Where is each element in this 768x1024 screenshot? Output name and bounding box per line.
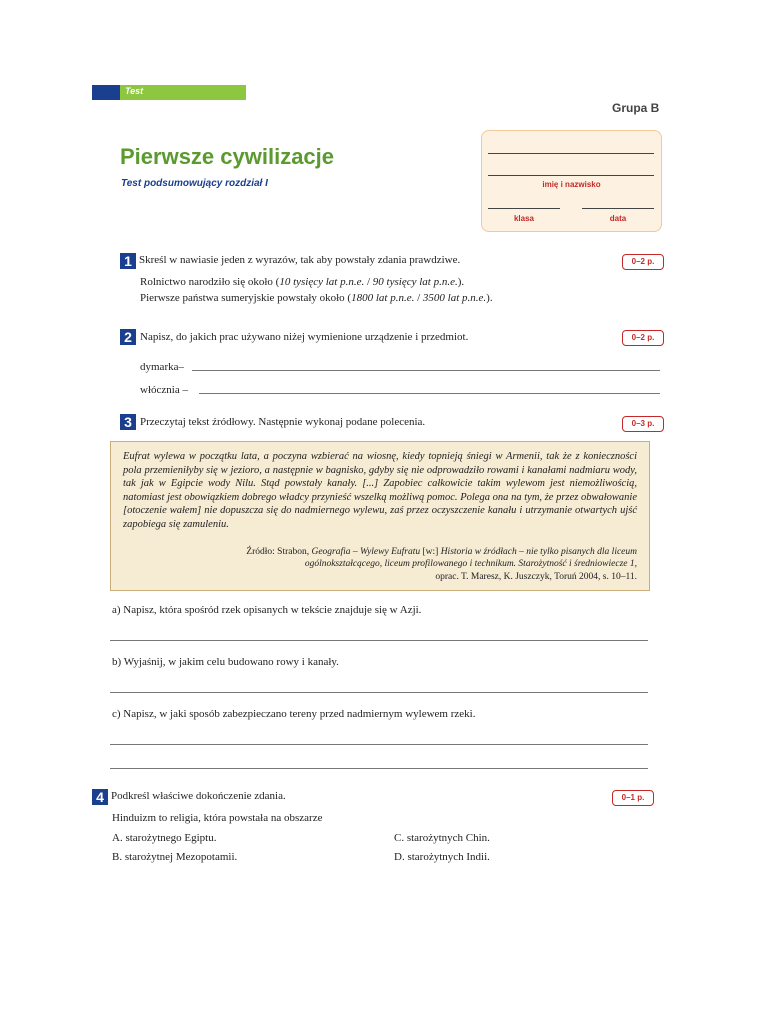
group-label: Grupa B [612,101,660,115]
task-4-option-b[interactable]: B. starożytnej Mezopotamii. [112,851,238,863]
task-1-option-90k[interactable]: 90 tysięcy lat p.n.e. [372,276,458,288]
task-4-option-c[interactable]: C. starożytnych Chin. [394,832,490,844]
source-citation: Źródło: Strabon, Geografia – Wylewy Eufratu [w:] Historia w źródłach – nie tylko pisanych dla liceum ogólnokształcącego, liceum profilowanego i technikum. Starożytność i średniowiecze 1, oprac. T. Maresz, K. Juszczyk, Toruń 2004, s. 10–11. [246,547,637,582]
class-label: klasa [513,214,535,223]
name-label: imię i nazwisko [542,180,601,189]
task-number-1: 1 [120,253,136,269]
name-line-1[interactable] [488,153,654,154]
task-2-item-dymarka: dymarka– [140,361,184,373]
student-info-box [481,130,662,232]
task-3-question-b: b) Wyjaśnij, w jakim celu budowano rowy i kanały. [112,656,339,668]
task-1-option-3500[interactable]: 3500 lat p.n.e. [422,292,487,304]
task-1-option-1800[interactable]: 1800 lat p.n.e. [351,292,415,304]
task-1-sentence-2: Pierwsze państwa sumeryjskie powstały około (1800 lat p.n.e. / 3500 lat p.n.e.). [140,292,493,304]
source-text-box [110,441,650,591]
date-line[interactable] [582,208,654,209]
task-2-instruction: Napisz, do jakich prac używano niżej wymienione urządzenie i przedmiot. [140,331,469,343]
task-1-sentence-1: Rolnictwo narodziło się około (10 tysięcy lat p.n.e. / 90 tysięcy lat p.n.e.). [140,276,465,288]
task-3-question-a: a) Napisz, która spośród rzek opisanych w tekście znajduje się w Azji. [112,604,422,616]
task-3-answer-line-b[interactable] [110,692,648,693]
task-number-2: 2 [120,329,136,345]
date-label: data [609,214,627,223]
task-2-answer-line-1[interactable] [192,370,660,371]
task-3-points: 0–3 p. [622,416,664,432]
task-1-option-10k[interactable]: 10 tysięcy lat p.n.e. [279,276,365,288]
task-1-points: 0–2 p. [622,254,664,270]
task-3-answer-line-a[interactable] [110,640,648,641]
task-2-points: 0–2 p. [622,330,664,346]
page-title: Pierwsze cywilizacje [120,144,335,169]
task-4-instruction: Podkreśl właściwe dokończenie zdania. [111,790,286,802]
test-tag: Test [125,86,144,96]
task-3-instruction: Przeczytaj tekst źródłowy. Następnie wykonaj podane polecenia. [140,416,426,428]
name-line-2[interactable] [488,175,654,176]
task-3-answer-line-c2[interactable] [110,768,648,769]
task-2-item-wlocznia: włócznia – [140,384,188,396]
task-1-instruction: Skreśl w nawiasie jeden z wyrazów, tak aby powstały zdania prawdziwe. [139,254,461,266]
page-subtitle: Test podsumowujący rozdział I [121,178,268,189]
task-4-option-a[interactable]: A. starożytnego Egiptu. [112,832,217,844]
task-3-answer-line-c1[interactable] [110,744,648,745]
task-4-option-d[interactable]: D. starożytnych Indii. [394,851,490,863]
task-2-answer-line-2[interactable] [199,393,660,394]
task-4-stem: Hinduizm to religia, która powstała na obszarze [112,812,323,824]
source-quote: Eufrat wylewa w początku lata, a poczyna wzbierać na wiosnę, kiedy topnieją śniegi w Armenii, tak że z konieczności pola przemieniłyby się w jezioro, a następnie w bagnisko, gdyby się nie odprowadziło rowami i kanałami nadmiaru wody, tak jak w Egipcie wody Nilu. Stąd powstały kanały. [...] Zapobiec całkowicie takim wylewom jest niemożliwością, natomiast jest obowiązkiem dobrego władcy przynieść wszelką możliwą pomoc. Polega ona na tym, że przez obwałowanie [otoczenie wałem] nie dopuszcza się do nadmiernego wylewu, zaś przez oczyszczenie kanału i utrzymanie otwartych ujść zapobiega się zamuleniu. [123,451,637,530]
header-color-bar-blue [92,85,120,100]
task-number-4: 4 [92,789,108,805]
task-4-points: 0–1 p. [612,790,654,806]
class-line[interactable] [488,208,560,209]
task-3-question-c: c) Napisz, w jaki sposób zabezpieczano tereny przed nadmiernym wylewem rzeki. [112,708,476,720]
task-number-3: 3 [120,414,136,430]
